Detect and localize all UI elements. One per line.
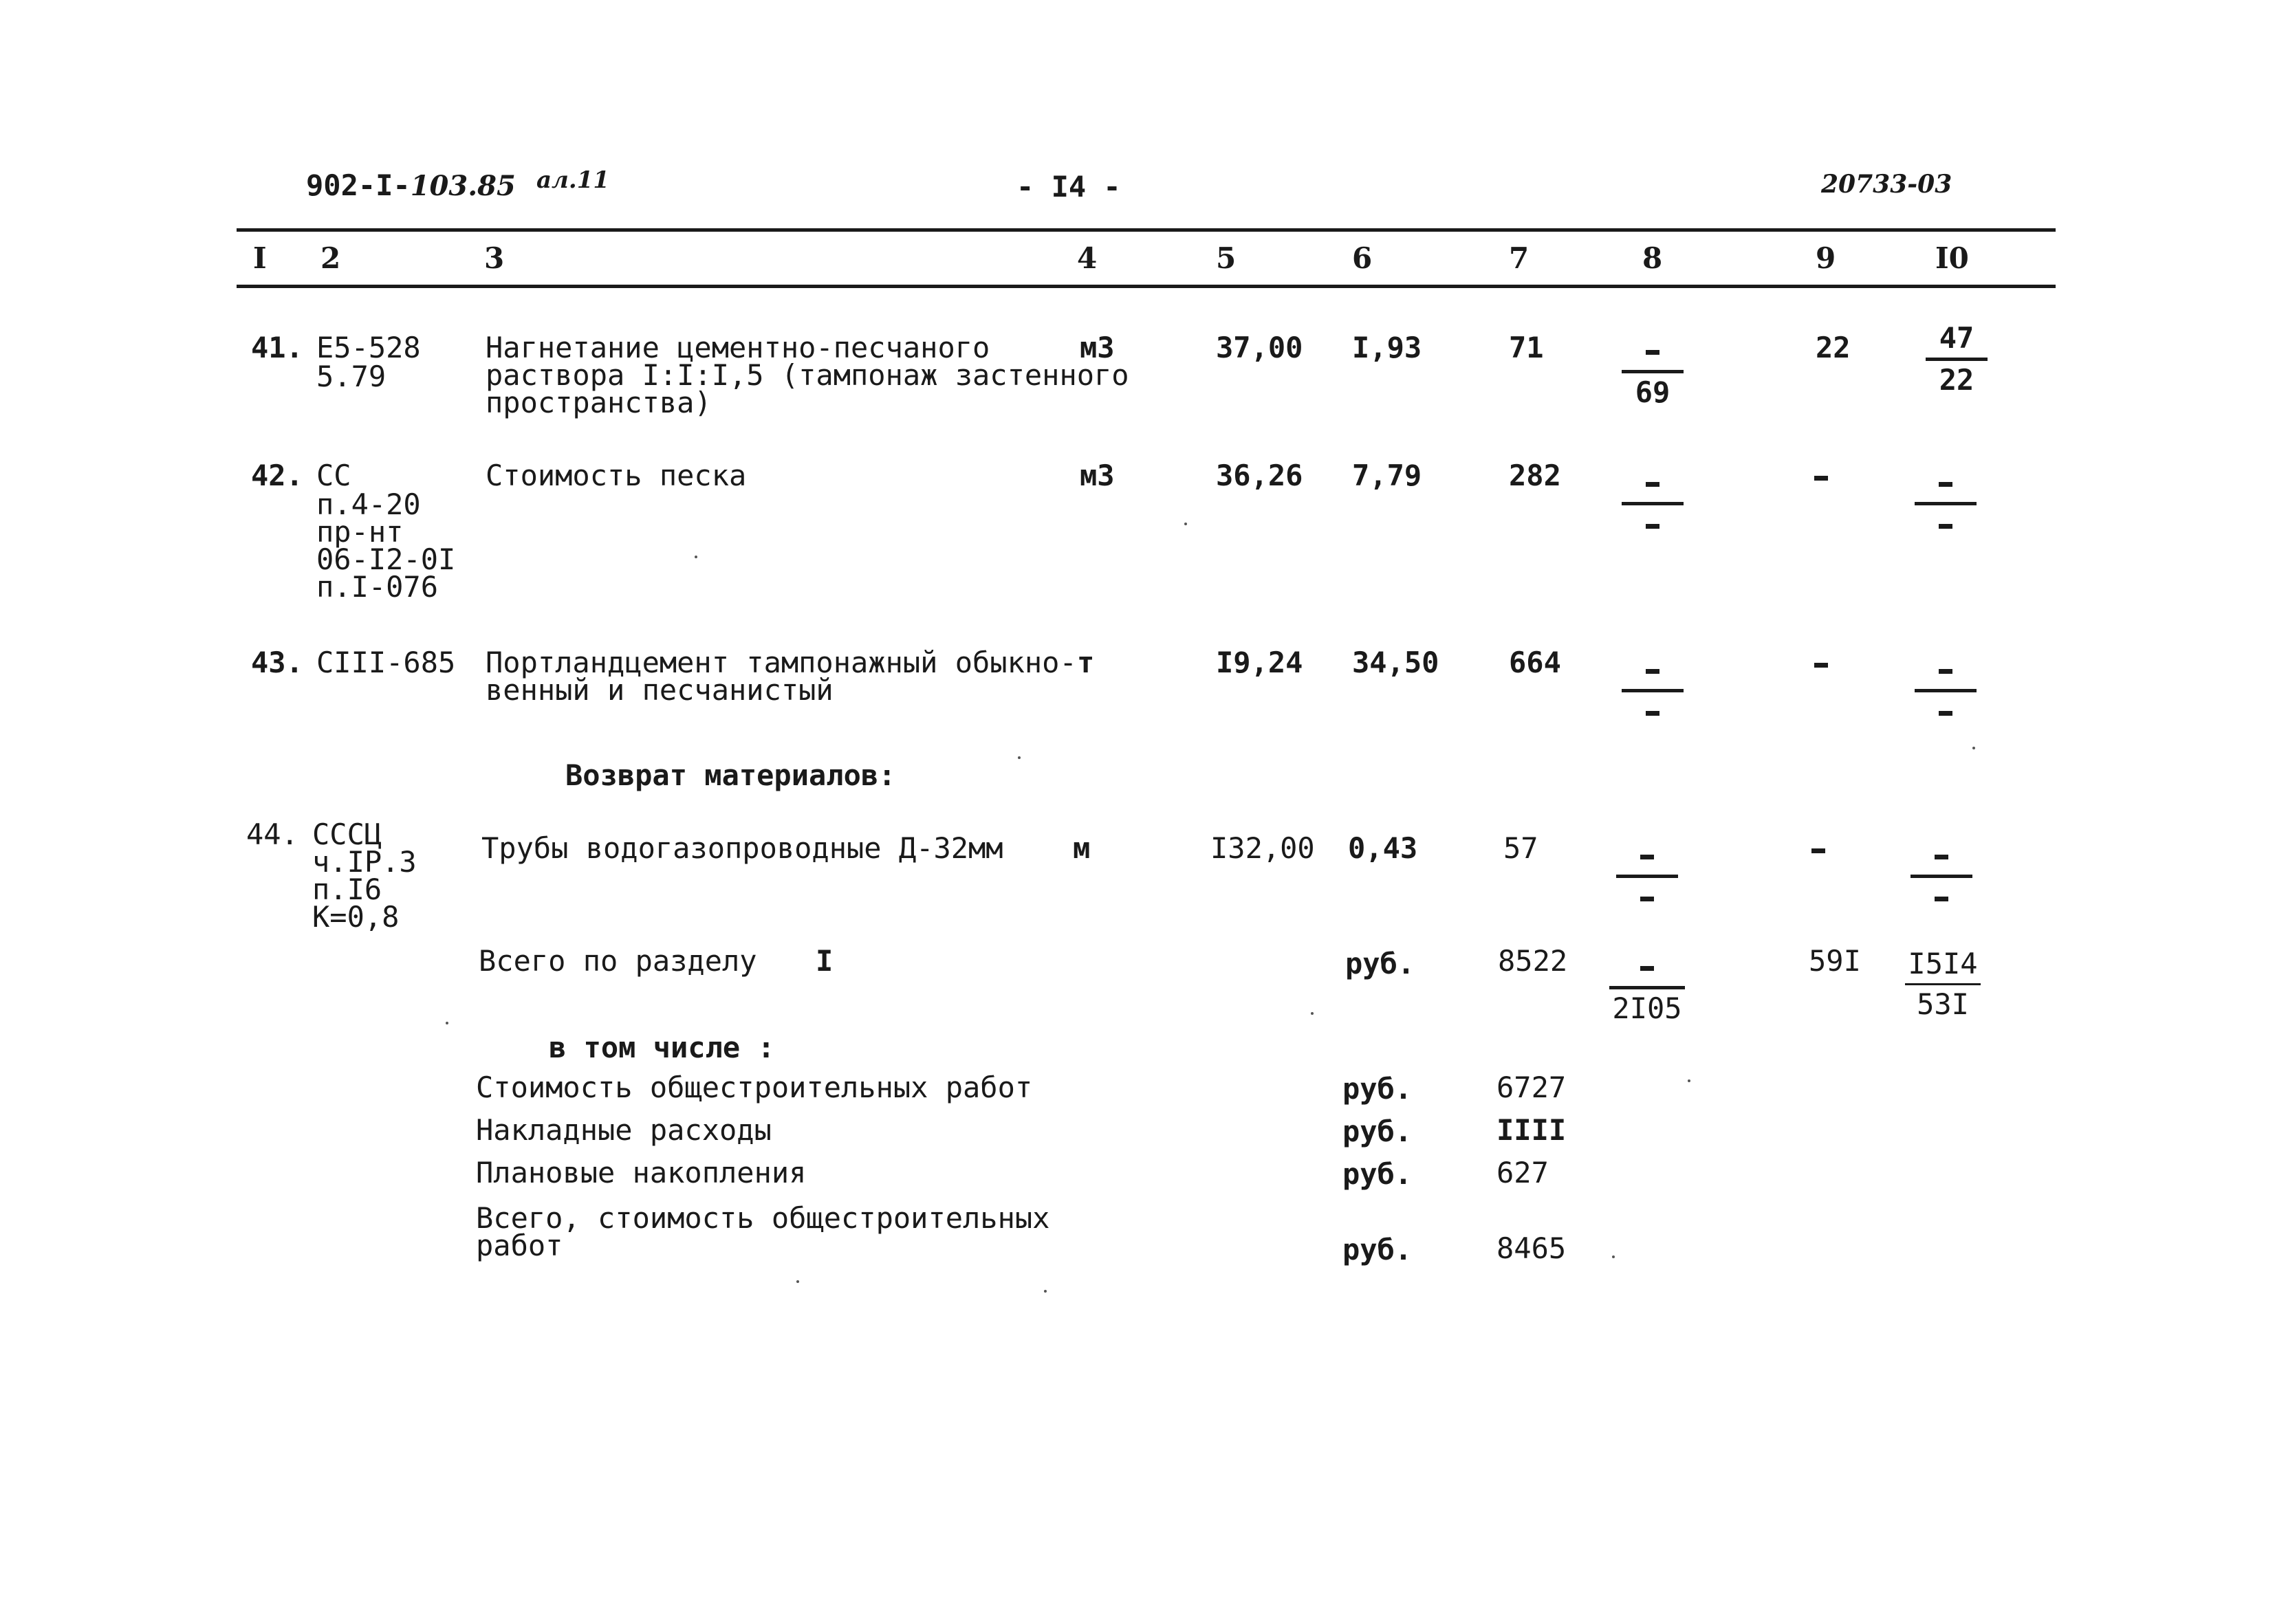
summary-label: Плановые накопления	[476, 1156, 807, 1189]
quantity: I32,00	[1210, 831, 1315, 865]
summary-label: Накладные расходы	[476, 1113, 772, 1147]
quantity: 36,26	[1216, 459, 1303, 492]
total-col10-denominator: 53I	[1917, 987, 1969, 1021]
rate-code: CIII-685	[316, 646, 456, 679]
col10-fraction	[1915, 468, 1977, 540]
col10-fraction	[1911, 840, 1972, 912]
rate-code: K=0,8	[312, 900, 400, 934]
quantity: 37,00	[1216, 331, 1303, 364]
unit: м	[1073, 831, 1091, 865]
total-section: I	[816, 944, 834, 978]
col8-fraction	[1616, 840, 1678, 912]
scan-speck	[695, 556, 697, 558]
col10-fraction	[1926, 323, 1988, 395]
col8-fraction	[1622, 336, 1684, 408]
col8-denominator	[1616, 882, 1678, 912]
doc-code-printed: 902-I-	[306, 168, 411, 202]
item-name: Нагнетание цементно-песчаного	[486, 331, 990, 364]
unit-price: 34,50	[1352, 646, 1439, 679]
col-6: 6	[1352, 241, 1373, 275]
col8-numerator	[1622, 655, 1684, 685]
item-name: Стоимость песка	[486, 459, 747, 492]
unit: м3	[1080, 459, 1115, 492]
rate-code: E5-528	[316, 331, 421, 364]
total-col10-fraction	[1905, 949, 1981, 1020]
col8-numerator	[1616, 840, 1678, 870]
summary-value: 8465	[1496, 1231, 1567, 1265]
item-name: пространства)	[486, 386, 712, 419]
col-9: 9	[1816, 241, 1836, 275]
col9-dash	[1814, 663, 1828, 668]
col-10: I0	[1935, 241, 1969, 275]
col9-value: 22	[1816, 331, 1851, 364]
scan-speck	[1688, 1079, 1690, 1082]
total-col9: 59I	[1809, 944, 1861, 978]
item-name: раствора I:I:I,5 (тампонаж застенного	[486, 358, 1129, 392]
col8-denominator	[1622, 696, 1684, 727]
summary-unit: руб.	[1342, 1233, 1413, 1266]
row-number: 42.	[251, 459, 303, 492]
summary-label: Стоимость общестроительных работ	[476, 1071, 1033, 1104]
table-top-rule	[237, 228, 2056, 232]
rate-code: СССЦ	[312, 818, 382, 851]
item-name: Портландцемент тампонажный обыкно-	[486, 646, 1077, 679]
scan-speck	[1184, 523, 1187, 525]
col10-denominator	[1915, 696, 1977, 727]
item-name: Трубы водогазопроводные Д-32мм	[481, 831, 1003, 865]
summary-label: работ	[476, 1229, 563, 1262]
doc-code-handwritten: 103.85	[410, 170, 516, 202]
section-label: Возврат материалов:	[565, 758, 896, 792]
total-cost: 282	[1509, 459, 1561, 492]
total-label: Всего по разделу	[479, 944, 757, 978]
rate-code: п.I-076	[316, 570, 439, 604]
col-2: 2	[320, 241, 341, 275]
unit-price: I,93	[1352, 331, 1422, 364]
rate-code: CC	[316, 459, 351, 492]
col10-numerator	[1911, 840, 1972, 870]
col10-numerator	[1915, 468, 1977, 498]
scan-speck	[1311, 1012, 1314, 1015]
scan-speck	[1612, 1255, 1615, 1258]
total-col10-numerator: I5I4	[1908, 947, 1978, 980]
col8-denominator	[1622, 509, 1684, 540]
unit-price: 0,43	[1348, 831, 1418, 865]
col-5: 5	[1216, 241, 1237, 275]
scan-speck	[1044, 1290, 1047, 1293]
table-header-rule	[237, 285, 2056, 288]
rate-code: ч.IP.3	[312, 845, 417, 879]
including-label: в том числе :	[549, 1031, 775, 1064]
total-cost: 8522	[1498, 944, 1568, 978]
summary-unit: руб.	[1342, 1115, 1413, 1148]
col8-numerator	[1622, 336, 1684, 366]
col-8: 8	[1642, 241, 1663, 275]
summary-value: 627	[1496, 1156, 1549, 1189]
scan-speck	[1972, 747, 1975, 749]
col9-dash	[1814, 476, 1828, 481]
col10-fraction	[1915, 655, 1977, 727]
unit: м3	[1080, 331, 1115, 364]
row-number: 44.	[246, 818, 298, 851]
unit: т	[1077, 646, 1095, 679]
archive-number: 20733-03	[1821, 170, 1952, 199]
col-7: 7	[1509, 241, 1530, 275]
rate-code: 5.79	[316, 360, 387, 393]
col8-numerator	[1622, 468, 1684, 498]
summary-label: Всего, стоимость общестроительных	[476, 1201, 1050, 1235]
total-cost: 57	[1503, 831, 1538, 865]
row-number: 43.	[251, 646, 303, 679]
unit-price: 7,79	[1352, 459, 1422, 492]
scan-speck	[1018, 756, 1021, 759]
col8-fraction	[1622, 655, 1684, 727]
total-cost: 71	[1509, 331, 1544, 364]
total-col8-denominator: 2I05	[1612, 991, 1682, 1025]
col-3: 3	[484, 241, 505, 275]
rate-code: пр-нт	[316, 515, 404, 549]
summary-unit: руб.	[1342, 1072, 1413, 1106]
quantity: I9,24	[1216, 646, 1303, 679]
item-name: венный и песчанистый	[486, 673, 834, 707]
col8-denominator: 69	[1635, 375, 1670, 409]
summary-value: IIII	[1496, 1113, 1567, 1147]
total-cost: 664	[1509, 646, 1561, 679]
rate-code: п.4-20	[316, 487, 421, 521]
col10-denominator	[1911, 882, 1972, 912]
col10-denominator	[1915, 509, 1977, 540]
summary-unit: руб.	[1342, 1157, 1413, 1191]
col10-numerator: 47	[1939, 321, 1974, 355]
row-number: 41.	[251, 331, 303, 364]
rate-code: 06-I2-0I	[316, 542, 456, 576]
col8-fraction	[1622, 468, 1684, 540]
scan-speck	[446, 1022, 448, 1024]
col10-numerator	[1915, 655, 1977, 685]
page-number: - I4 -	[1016, 170, 1121, 204]
sheet-mark: ал.11	[536, 166, 610, 194]
col10-denominator: 22	[1939, 363, 1974, 397]
total-unit: руб.	[1345, 947, 1415, 980]
scan-speck	[796, 1280, 799, 1283]
col-1: I	[253, 241, 267, 275]
total-col8-numerator	[1609, 952, 1685, 982]
rate-code: п.I6	[312, 873, 382, 906]
total-col8-fraction	[1609, 952, 1685, 1024]
doc-code	[306, 168, 516, 202]
col9-dash	[1811, 848, 1825, 853]
summary-value: 6727	[1496, 1071, 1567, 1104]
col-4: 4	[1077, 241, 1098, 275]
